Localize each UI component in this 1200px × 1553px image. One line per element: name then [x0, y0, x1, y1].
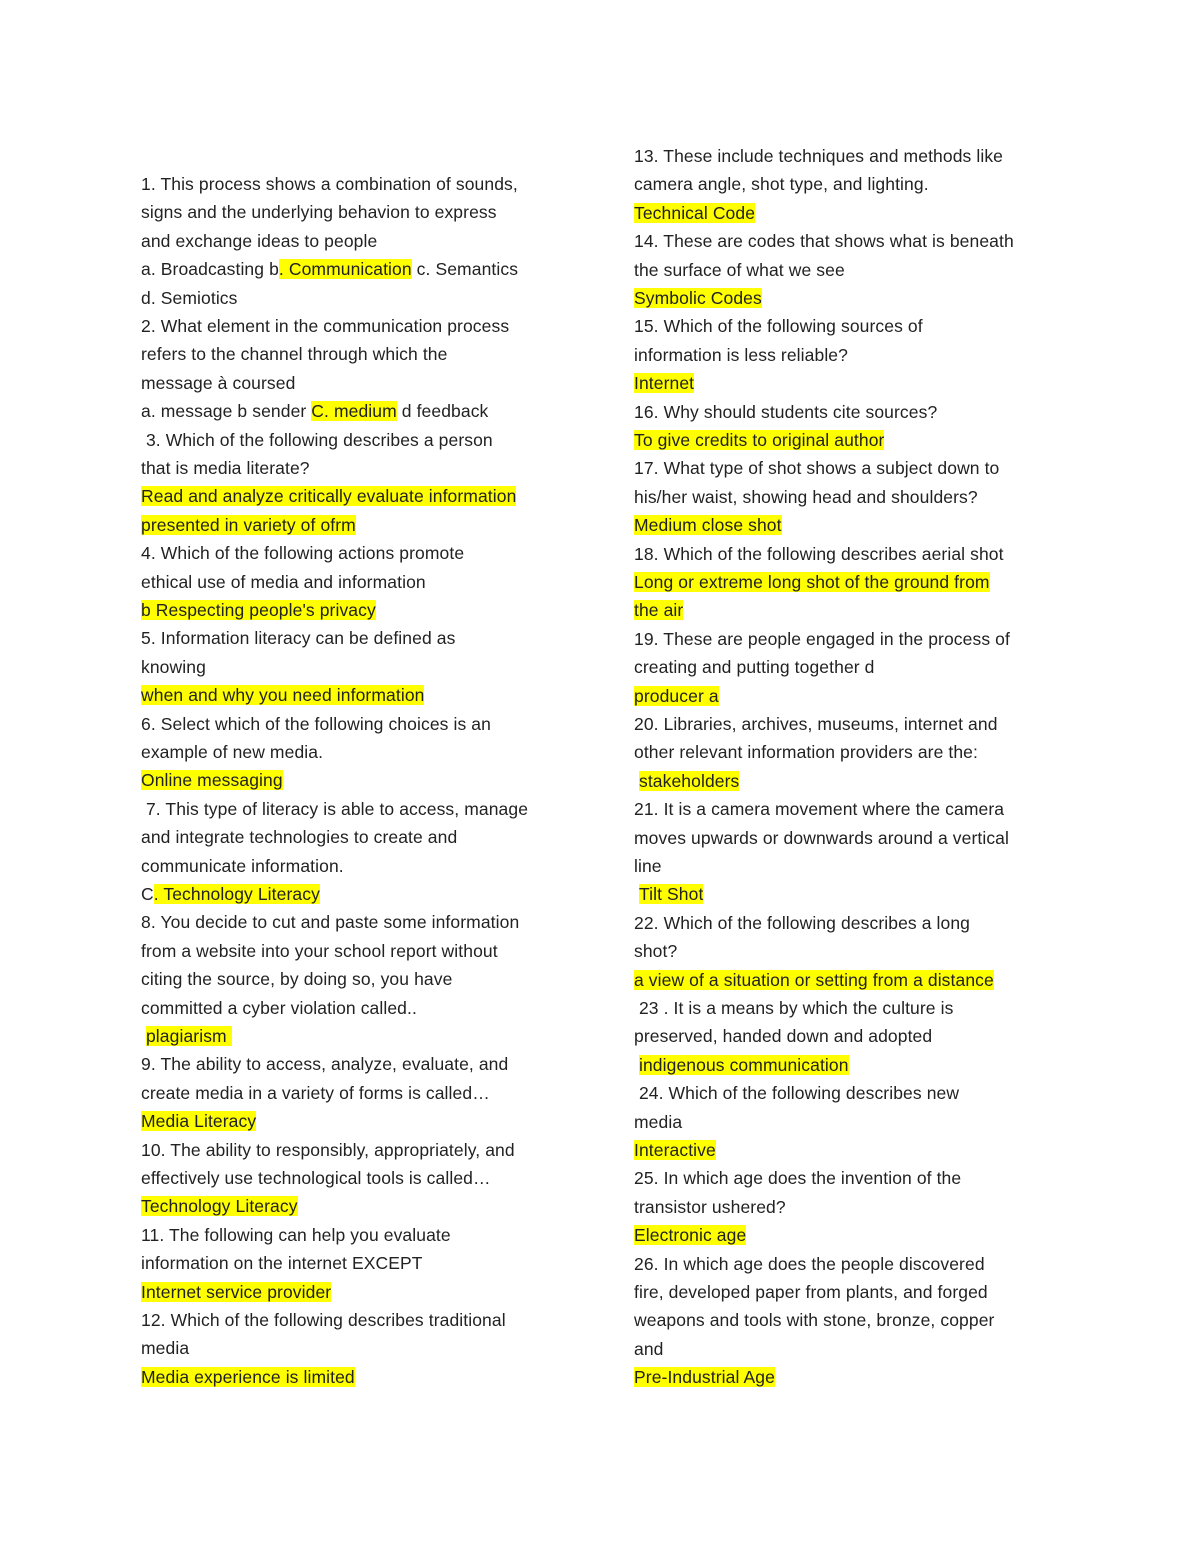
text-line — [141, 852, 344, 880]
text-line — [141, 1136, 515, 1164]
highlighted-answer: Online messaging — [141, 770, 283, 791]
text-line — [634, 966, 994, 994]
text-segment: weapons and tools with stone, bronze, copper — [634, 1310, 995, 1331]
text-line — [141, 596, 376, 624]
text-line — [634, 341, 848, 369]
highlighted-answer: stakeholders — [638, 770, 740, 791]
text-segment: creating and putting together d — [634, 657, 875, 678]
text-line — [141, 312, 509, 340]
text-line — [634, 710, 998, 738]
text-line — [141, 1050, 508, 1078]
text-line — [634, 398, 937, 426]
text-line — [141, 1022, 232, 1050]
text-segment: 14. These are codes that shows what is beneath — [634, 231, 1014, 252]
text-line — [634, 852, 662, 880]
text-line — [141, 1249, 423, 1277]
text-line — [634, 1221, 746, 1249]
highlighted-answer: the air — [634, 600, 684, 621]
text-line — [141, 227, 377, 255]
text-line — [634, 1079, 959, 1107]
text-segment: the surface of what we see — [634, 259, 845, 280]
text-line — [141, 766, 283, 794]
highlighted-answer: . Technology Literacy — [153, 884, 320, 904]
text-segment: communicate information. — [141, 855, 344, 876]
text-segment: moves upwards or downwards around a vertical — [634, 827, 1009, 848]
text-line — [141, 426, 493, 454]
highlighted-answer: . Communication — [278, 259, 412, 280]
highlighted-answer: Electronic age — [634, 1225, 747, 1246]
text-line — [141, 369, 295, 397]
text-segment: transistor ushered? — [634, 1196, 786, 1217]
text-line — [141, 482, 516, 510]
text-segment: create media in a variety of forms is called… — [141, 1082, 490, 1103]
text-segment: shot? — [634, 941, 678, 962]
text-line — [141, 1278, 331, 1306]
text-line — [141, 823, 457, 851]
text-segment: 15. Which of the following sources of — [634, 316, 923, 337]
text-line — [141, 1164, 491, 1192]
text-line — [141, 255, 518, 283]
text-line — [141, 1363, 355, 1391]
text-segment: 3. Which of the following describes a person — [141, 429, 493, 450]
text-segment: message à coursed — [141, 372, 296, 393]
text-segment: line — [634, 856, 662, 876]
text-segment: committed a cyber violation called.. — [141, 997, 417, 1018]
highlighted-answer: Internet service provider — [141, 1281, 332, 1302]
highlighted-answer: Medium close shot — [634, 515, 782, 536]
text-line — [634, 1278, 988, 1306]
text-segment: and — [634, 1338, 664, 1359]
text-line — [634, 312, 923, 340]
text-line — [634, 795, 1004, 823]
text-line — [634, 142, 1003, 170]
text-segment: 6. Select which of the following choices is an — [141, 713, 491, 734]
text-line — [634, 1051, 849, 1079]
text-line — [634, 454, 999, 482]
text-line — [141, 1192, 298, 1220]
highlighted-answer: Symbolic Codes — [634, 288, 762, 308]
text-segment: 5. Information literacy can be defined as — [141, 628, 456, 649]
highlighted-answer: Pre-Industrial Age — [634, 1367, 775, 1388]
text-line — [634, 909, 970, 937]
highlighted-answer: Read and analyze critically evaluate information — [141, 486, 517, 507]
text-line — [141, 738, 323, 766]
text-line — [634, 653, 875, 681]
text-segment: a. Broadcasting b — [141, 259, 279, 280]
text-line — [634, 1022, 932, 1050]
text-line — [634, 994, 953, 1022]
text-segment: signs and the underlying behavion to express — [141, 202, 497, 223]
highlighted-answer: Long or extreme long shot of the ground from — [634, 572, 990, 592]
text-line — [634, 511, 782, 539]
text-line — [634, 767, 739, 795]
text-line — [634, 682, 719, 710]
text-line — [634, 1164, 961, 1192]
text-segment: c. Semantics — [411, 259, 519, 280]
highlighted-answer: C. medium — [311, 401, 397, 422]
text-segment: and exchange ideas to people — [141, 230, 378, 251]
text-line — [634, 369, 694, 397]
highlighted-answer: Internet — [634, 373, 695, 394]
text-segment: media — [634, 1111, 683, 1132]
text-segment: d feedback — [396, 401, 489, 422]
text-segment: 8. You decide to cut and paste some information — [141, 912, 520, 933]
text-segment: a. message b sender — [141, 401, 312, 422]
text-line — [634, 568, 990, 596]
text-segment: 7. This type of literacy is able to access, manage — [141, 798, 529, 819]
text-segment: 4. Which of the following actions promote — [141, 543, 465, 564]
text-segment: media — [141, 1338, 190, 1359]
text-line — [634, 824, 1009, 852]
text-segment: 23 . It is a means by which the culture is — [634, 998, 954, 1018]
text-line — [634, 426, 884, 454]
highlighted-answer: Technical Code — [634, 202, 756, 223]
text-line — [141, 624, 455, 652]
text-line — [141, 511, 356, 539]
text-segment: refers to the channel through which the — [141, 344, 448, 365]
text-segment: fire, developed paper from plants, and forged — [634, 1282, 988, 1302]
highlighted-answer: Technology Literacy — [141, 1196, 298, 1217]
text-segment: d. Semiotics — [141, 287, 238, 308]
text-segment: camera angle, shot type, and lighting. — [634, 174, 929, 195]
text-segment: citing the source, by doing so, you have — [141, 969, 453, 990]
text-line — [634, 937, 677, 965]
text-segment: 25. In which age does the invention of the — [634, 1168, 962, 1189]
text-segment: example of new media. — [141, 742, 324, 762]
text-line — [634, 738, 978, 766]
text-line — [634, 1108, 682, 1136]
text-line — [634, 256, 845, 284]
text-segment: 20. Libraries, archives, museums, internet and — [634, 714, 998, 734]
text-segment: preserved, handed down and adopted — [634, 1026, 933, 1047]
text-line — [141, 994, 417, 1022]
text-line — [141, 937, 498, 965]
text-segment: 16. Why should students cite sources? — [634, 401, 938, 422]
text-line — [141, 340, 447, 368]
text-line — [634, 1250, 985, 1278]
text-segment: 26. In which age does the people discovered — [634, 1253, 985, 1274]
text-segment: 12. Which of the following describes traditional — [141, 1310, 506, 1330]
text-line — [634, 227, 1014, 255]
text-line — [634, 625, 1010, 653]
text-line — [634, 1363, 775, 1391]
text-segment: 24. Which of the following describes new — [634, 1083, 960, 1104]
text-segment: that is media literate? — [141, 458, 310, 478]
text-line — [634, 1193, 786, 1221]
text-segment: 10. The ability to responsibly, appropriately, and — [141, 1139, 515, 1160]
text-line — [141, 1306, 506, 1334]
text-segment: 17. What type of shot shows a subject down to — [634, 458, 1000, 479]
text-line — [634, 284, 762, 312]
highlighted-answer: To give credits to original author — [634, 430, 885, 450]
highlighted-answer: producer a — [634, 685, 719, 706]
highlighted-answer: when and why you need information — [141, 685, 425, 706]
text-line — [634, 1335, 664, 1363]
highlighted-answer: a view of a situation or setting from a distance — [634, 969, 994, 990]
text-segment: 21. It is a camera movement where the camera — [634, 799, 1005, 820]
text-segment: ethical use of media and information — [141, 571, 426, 592]
highlighted-answer: indigenous communication — [638, 1054, 849, 1075]
highlighted-answer: plagiarism — [145, 1026, 232, 1046]
text-segment: and integrate technologies to create and — [141, 827, 458, 848]
text-segment: 9. The ability to access, analyze, evaluate, and — [141, 1054, 509, 1075]
text-line — [634, 1306, 994, 1334]
text-segment: his/her waist, showing head and shoulders? — [634, 486, 978, 507]
text-segment: 1. This process shows a combination of sounds, — [141, 174, 518, 194]
text-line — [141, 1221, 451, 1249]
text-line — [141, 170, 518, 198]
highlighted-answer: Media Literacy — [141, 1111, 257, 1132]
highlighted-answer: Media experience is limited — [141, 1366, 355, 1387]
text-line — [634, 596, 683, 624]
highlighted-answer: Tilt Shot — [638, 884, 704, 905]
text-line — [634, 880, 703, 908]
text-line — [141, 1079, 490, 1107]
text-segment: 2. What element in the communication process — [141, 316, 510, 336]
highlighted-answer: presented in variety of ofrm — [141, 514, 356, 535]
text-line — [141, 1334, 189, 1362]
text-line — [141, 198, 497, 226]
text-line — [141, 681, 424, 709]
text-segment: 22. Which of the following describes a long — [634, 912, 971, 933]
text-line — [141, 795, 528, 823]
text-segment: from a website into your school report without — [141, 940, 498, 961]
text-line — [141, 568, 426, 596]
highlighted-answer: b Respecting people's privacy — [141, 600, 376, 620]
text-segment: information is less reliable? — [634, 344, 848, 365]
text-segment: 18. Which of the following describes aerial shot — [634, 543, 1004, 564]
text-line — [141, 397, 488, 425]
text-line — [634, 199, 755, 227]
text-line — [634, 483, 978, 511]
text-line — [141, 539, 464, 567]
text-line — [141, 880, 320, 908]
text-line — [141, 284, 238, 312]
text-segment: 13. These include techniques and methods like — [634, 146, 1004, 166]
text-line — [634, 540, 1004, 568]
text-segment: information on the internet EXCEPT — [141, 1253, 423, 1274]
text-segment: 19. These are people engaged in the process of — [634, 628, 1010, 649]
text-segment: 11. The following can help you evaluate — [141, 1224, 451, 1245]
highlighted-answer: Interactive — [634, 1140, 716, 1160]
text-segment: C — [141, 884, 154, 904]
text-line — [634, 170, 929, 198]
text-line — [141, 965, 452, 993]
text-line — [141, 653, 206, 681]
text-line — [141, 908, 519, 936]
text-segment: effectively use technological tools is called… — [141, 1168, 491, 1188]
text-line — [141, 1107, 256, 1135]
text-line — [141, 454, 310, 482]
text-line — [634, 1136, 716, 1164]
text-line — [141, 710, 491, 738]
text-segment: knowing — [141, 656, 206, 677]
text-segment: other relevant information providers are the: — [634, 742, 978, 763]
